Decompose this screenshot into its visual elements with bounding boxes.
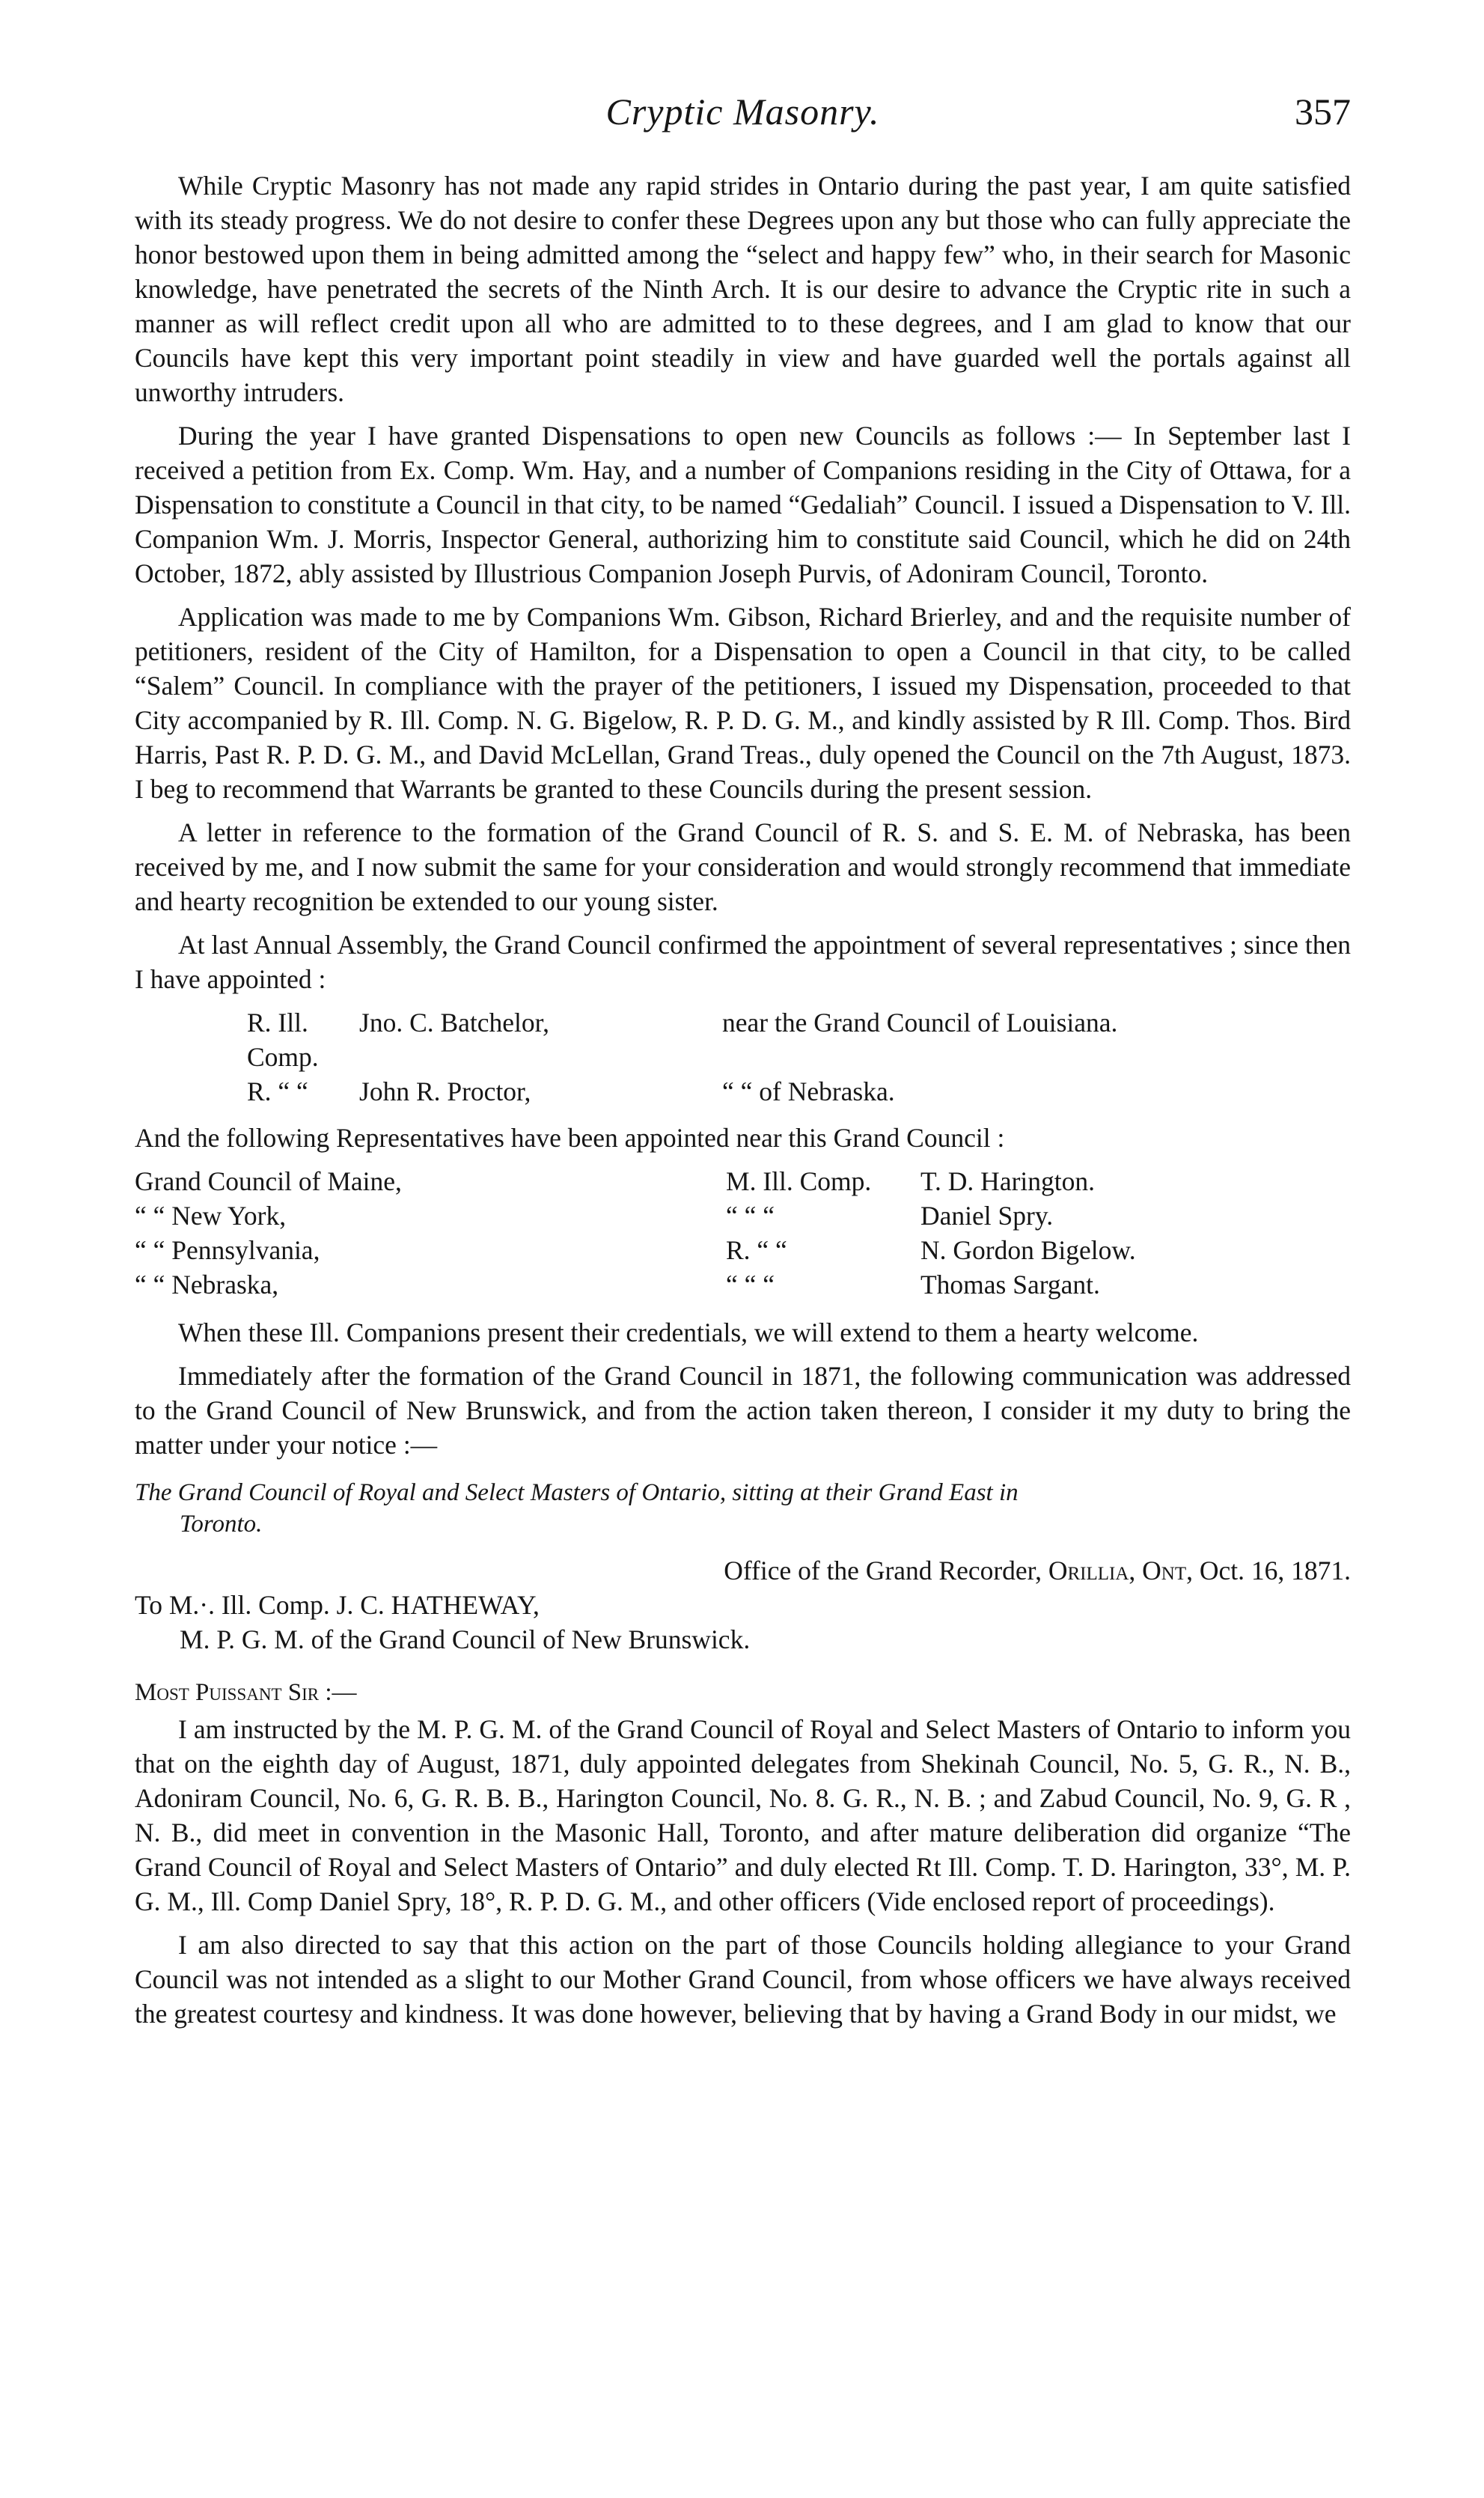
rep-name: Jno. C. Batchelor, <box>359 1008 549 1038</box>
near-title: “ “ “ <box>726 1270 775 1300</box>
appointed-rep-row <box>135 1074 1351 1109</box>
near-name: Daniel Spry. <box>920 1201 1054 1231</box>
near-council: “ “ Pennsylvania, <box>135 1235 320 1265</box>
near-name: T. D. Harington. <box>920 1166 1096 1196</box>
appointed-rep-row <box>135 1005 1351 1074</box>
letter-addressee: To M.·. Ill. Comp. J. C. HATHEWAY, <box>135 1590 540 1620</box>
dateline-prefix: Office of the Grand Recorder, <box>724 1556 1042 1585</box>
near-council: “ “ Nebraska, <box>135 1270 279 1300</box>
paragraph-5: At last Annual Assembly, the Grand Council confirmed the appointment of several representatives ; since then I have appointed : <box>135 930 1351 994</box>
near-council: Grand Council of Maine, <box>135 1166 402 1196</box>
paragraph-4: A letter in reference to the formation of the Grand Council of R. S. and S. E. M. of Nebraska, has been received by me, and I now submit the same for your consideration and would strongly recommend that immediate and hearty recognition be extended to our young sister. <box>135 817 1351 916</box>
letter-salutation: Most Puissant Sir :— <box>135 1679 357 1706</box>
paragraph-2: During the year I have granted Dispensations to open new Councils as follows :— In September last I received a petition from Ex. Comp. Wm. Hay, and a number of Companions residing in the City of Ottawa, for a Dispensation to constitute a Council in that city, to be named “Gedaliah” Council. I issued a Dispensation to V. Ill. Companion Wm. J. Morris, Inspector General, authorizing him to constitute said Council, which he did on 24th October, 1872, ably assisted by Illustrious Companion Joseph Purvis, of Adoniram Council, Toronto. <box>135 421 1351 588</box>
rep-near: “ “ of Nebraska. <box>722 1076 895 1106</box>
near-title: R. “ “ <box>726 1235 787 1265</box>
paragraph-6: And the following Representatives have been appointed near this Grand Council : <box>135 1123 1005 1153</box>
rep-title: R. Ill. Comp. <box>247 1008 319 1072</box>
paragraph-3: Application was made to me by Companions Wm. Gibson, Richard Brierley, and and the requisite number of petitioners, resident of the City of Hamilton, for a Dispensation to open a Council in that city, to be called “Salem” Council. In compliance with the prayer of the petitioners, I issued my Dispensation, proceeded to that City accompanied by R. Ill. Comp. N. G. Bigelow, R. P. D. G. M., and kindly assisted by R Ill. Comp. Thos. Bird Harris, Past R. P. D. G. M., and David McLellan, Grand Treas., duly opened the Council on the 7th August, 1873. I beg to recommend that Warrants be granted to these Councils during the present session. <box>135 602 1351 804</box>
near-title: “ “ “ <box>726 1201 775 1231</box>
near-rep-row <box>135 1198 1351 1233</box>
rep-name: John R. Proctor, <box>359 1076 531 1106</box>
near-council: “ “ New York, <box>135 1201 287 1231</box>
letter-addressee-title: M. P. G. M. of the Grand Council of New Brunswick. <box>180 1624 751 1654</box>
near-name: Thomas Sargant. <box>920 1270 1100 1300</box>
paragraph-9: I am instructed by the M. P. G. M. of the Grand Council of Royal and Select Masters of Ontario to inform you that on the eighth day of August, 1871, duly appointed delegates from Shekinah Council, No. 5, G. R., N. B., Adoniram Council, No. 6, G. R. B. B., Harington Council, No. 8. G. R., N. B. ; and Zabud Council, No. 9, G. R , N. B., did meet in convention in the Masonic Hall, Toronto, and after mature deliberation did organize “The Grand Council of Royal and Select Masters of Ontario” and duly elected Rt Ill. Comp. T. D. Harington, 33°, M. P. G. M., Ill. Comp Daniel Spry, 18°, R. P. D. G. M., and other officers (Vide enclosed report of proceedings). <box>135 1714 1351 1916</box>
page-number: 357 <box>1295 91 1351 132</box>
paragraph-8: Immediately after the formation of the Grand Council in 1871, the following communication was addressed to the Grand Council of New Brunswick, and from the action taken thereon, I consider it my duty to bring the matter under your notice :— <box>135 1361 1351 1460</box>
letter-heading <box>135 1477 1351 1540</box>
dateline-date: , Oct. 16, 1871. <box>1186 1556 1351 1585</box>
dateline-place: Orillia, Ont <box>1048 1556 1187 1585</box>
near-rep-row <box>135 1267 1351 1302</box>
rep-near: near the Grand Council of Louisiana. <box>722 1008 1118 1038</box>
body-text <box>135 168 1351 2031</box>
letter-heading-line-2: Toronto. <box>180 1511 263 1538</box>
near-rep-row <box>135 1233 1351 1267</box>
paragraph-10: I am also directed to say that this action on the part of those Councils holding allegiance to your Grand Council was not intended as a slight to our Mother Grand Council, from whose officers we have always received the greatest courtesy and kindness. It was done however, believing that by having a Grand Body in our midst, we <box>135 1930 1351 2029</box>
rep-title: R. “ “ <box>247 1076 308 1106</box>
near-name: N. Gordon Bigelow. <box>920 1235 1136 1265</box>
paragraph-1: While Cryptic Masonry has not made any rapid strides in Ontario during the past year, I am quite satisfied with its steady progress. We do not desire to confer these Degrees upon any but those who can fully appreciate the honor bestowed upon them in being admitted among the “select and happy few” who, in their search for Masonic knowledge, have penetrated the secrets of the Ninth Arch. It is our desire to advance the Cryptic rite in such a manner as will reflect credit upon all who are admitted to to these degrees, and I am glad to know that our Councils have kept this very important point steadily in view and have guarded well the portals against all unworthy intruders. <box>135 171 1351 407</box>
paragraph-7: When these Ill. Companions present their credentials, we will extend to them a hearty welcome. <box>178 1317 1199 1347</box>
running-title: Cryptic Masonry. <box>605 91 880 132</box>
near-title: M. Ill. Comp. <box>726 1166 872 1196</box>
letter-dateline <box>135 1553 1351 1588</box>
page-header <box>135 90 1351 150</box>
letter-heading-line-1: The Grand Council of Royal and Select Masters of Ontario, sitting at their Grand East in <box>135 1479 1019 1506</box>
document-page <box>135 90 1351 2040</box>
near-rep-row <box>135 1164 1351 1198</box>
appointed-representatives-list <box>135 1005 1351 1109</box>
near-representatives-table <box>135 1164 1351 1302</box>
